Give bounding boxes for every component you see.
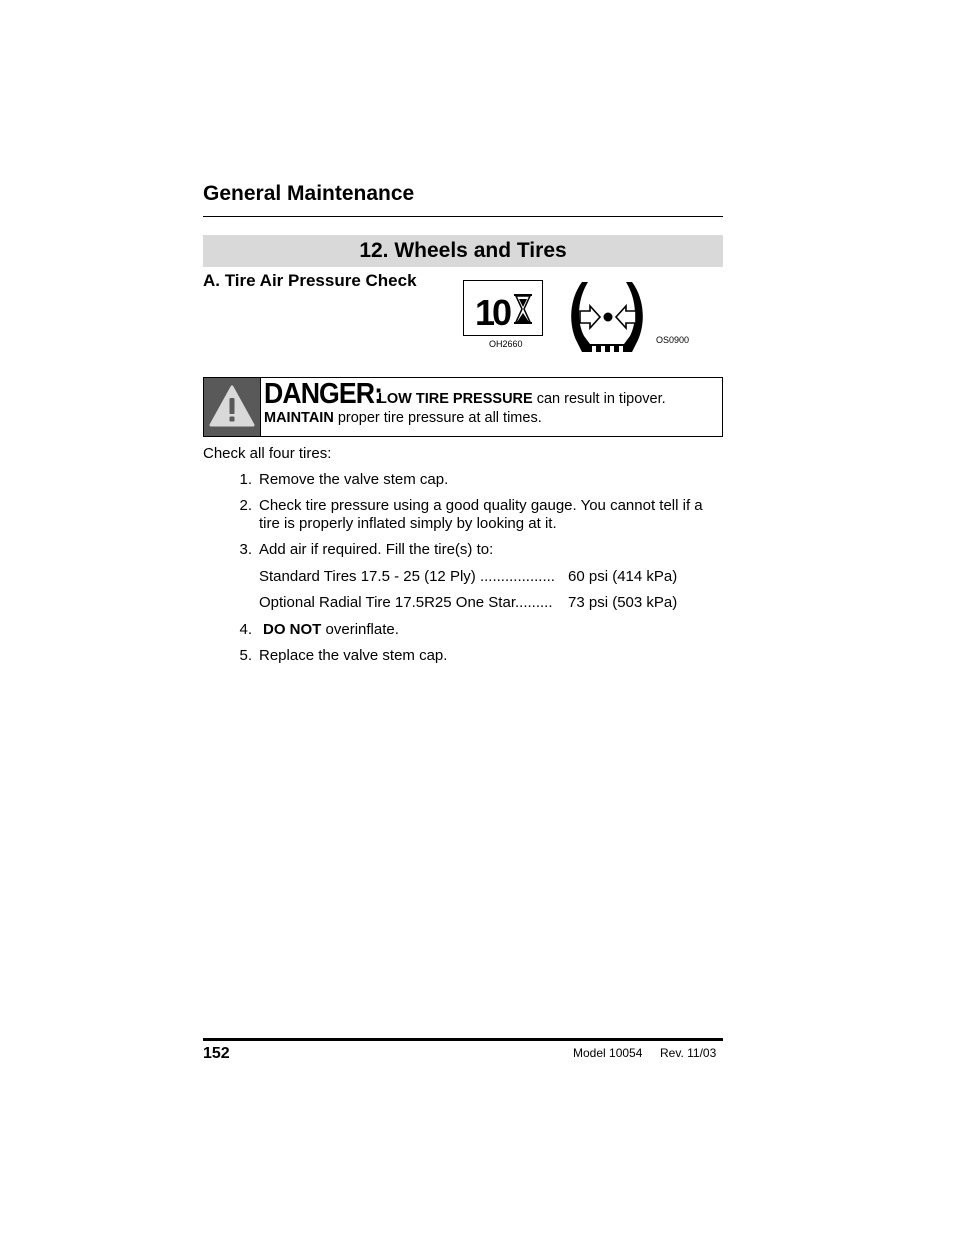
step-number: 2. <box>239 497 252 514</box>
step-text: Check tire pressure using a good quality gauge. You cannot tell if a <box>259 497 703 514</box>
danger-message-line <box>264 410 542 426</box>
chapter-title: General Maintenance <box>203 182 415 205</box>
danger-signal-word: DANGER: <box>264 378 383 410</box>
danger-instruction: proper tire pressure at all times. <box>333 410 542 426</box>
interval-number: 10 <box>475 292 510 333</box>
section-title: 12. Wheels and Tires <box>359 239 567 262</box>
hourglass-icon <box>514 295 532 323</box>
step-number: 3. <box>239 541 252 558</box>
section-header-bar <box>203 235 723 267</box>
footer-revision: Rev. 11/03 <box>660 1046 717 1060</box>
pressure-spec-row <box>259 594 553 611</box>
tire-pressure-icon <box>568 280 648 356</box>
pressure-spec-row <box>259 568 555 585</box>
service-interval-icon <box>463 280 543 336</box>
step-text: Add air if required. Fill the tire(s) to: <box>259 541 494 558</box>
warning-icon-cell <box>204 378 261 436</box>
pressure-spec-value: 60 psi (414 kPa) <box>568 568 678 585</box>
danger-message-line <box>378 391 666 407</box>
step-text-continued: tire is properly inflated simply by looking at it. <box>259 515 557 532</box>
step-number: 4. <box>239 621 252 638</box>
step-number: 1. <box>239 471 252 488</box>
subsection-title: A. Tire Air Pressure Check <box>203 271 417 290</box>
warning-triangle-icon <box>204 378 260 436</box>
page-number: 152 <box>203 1045 230 1062</box>
danger-callout <box>203 377 723 437</box>
step-emphasis: DO NOT <box>263 621 322 638</box>
step-text: Remove the valve stem cap. <box>259 471 449 488</box>
danger-consequence: can result in tipover. <box>532 391 666 407</box>
figure-caption: OH2660 <box>489 339 523 349</box>
danger-hazard: LOW TIRE PRESSURE <box>378 391 533 407</box>
pressure-spec-label: Standard Tires 17.5 - 25 (12 Ply) .................. <box>259 568 555 585</box>
pressure-spec-label: Optional Radial Tire 17.5R25 One Star......... <box>259 594 553 611</box>
step-text: DO NOT overinflate. <box>263 621 399 638</box>
footer-model: Model 10054 <box>573 1046 643 1060</box>
step-text: Replace the valve stem cap. <box>259 647 448 664</box>
figure-caption: OS0900 <box>656 335 690 345</box>
footer-divider <box>203 1038 723 1041</box>
pressure-spec-value: 73 psi (503 kPa) <box>568 594 678 611</box>
chapter-divider <box>203 216 723 217</box>
step-number: 5. <box>239 647 252 664</box>
danger-action: MAINTAIN <box>264 410 334 426</box>
intro-text: Check all four tires: <box>203 445 332 462</box>
